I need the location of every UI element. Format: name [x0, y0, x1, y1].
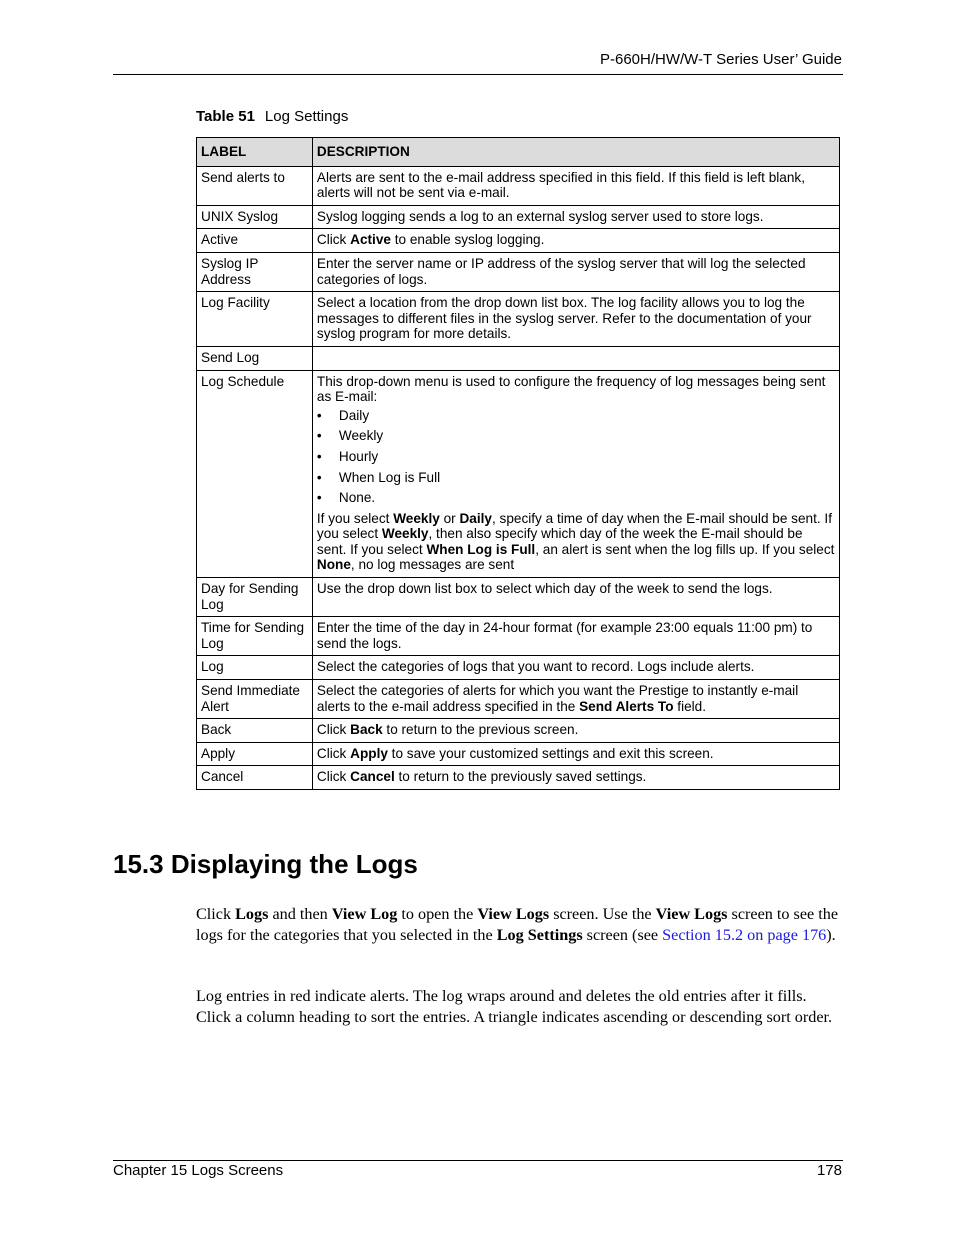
note-text: , no log messages are sent — [350, 557, 515, 573]
description-column-header: DESCRIPTION — [312, 138, 839, 167]
list-item: • None. — [317, 490, 835, 506]
note-bold: Daily — [459, 510, 492, 526]
note-bold: Weekly — [393, 510, 440, 526]
row-label: Syslog IP Address — [197, 252, 313, 291]
note-text: If you select — [316, 510, 394, 526]
table-row — [197, 166, 840, 205]
table-row — [197, 617, 840, 656]
table-row — [197, 346, 840, 370]
note-text: or — [439, 510, 460, 526]
desc-text: to save your customized settings and exit this screen. — [387, 745, 714, 761]
list-item: • Hourly — [317, 449, 835, 465]
row-description: Syslog logging sends a log to an external syslog server used to store logs. — [312, 205, 839, 229]
row-label: Send Log — [197, 346, 313, 370]
note-text: , then also specify which day of the week the E-mail should be sent. If you select — [316, 526, 803, 557]
row-description: Select the categories of logs that you want to record. Logs include alerts. — [312, 656, 839, 680]
footer-rule — [113, 1160, 843, 1161]
list-item: • Weekly — [317, 428, 835, 444]
row-label: Active — [197, 229, 313, 253]
desc-text: Select the categories of alerts for which you want the Prestige to instantly e-mail alerts to the e-mail address specified in the — [316, 683, 799, 714]
desc-text: to return to the previously saved settings. — [394, 769, 647, 785]
para-bold: View Logs — [655, 905, 728, 923]
header-rule — [113, 74, 843, 75]
guide-title: P-660H/HW/W-T Series User’ Guide — [599, 51, 842, 68]
table-row — [197, 252, 840, 291]
desc-bold: Back — [350, 722, 383, 738]
desc-text: to enable syslog logging. — [390, 232, 545, 248]
table-row — [197, 229, 840, 253]
row-description — [312, 719, 839, 743]
table-row — [197, 680, 840, 719]
row-description: Enter the time of the day in 24-hour format (for example 23:00 equals 11:00 pm) to send the logs. — [312, 617, 839, 656]
row-description — [312, 680, 839, 719]
row-description — [312, 346, 839, 370]
desc-text: to return to the previous screen. — [382, 722, 579, 738]
log-settings-table — [196, 137, 840, 790]
table-row — [197, 742, 840, 766]
note-text: , specify a time of day when the E-mail should be sent. If you select — [316, 510, 832, 542]
row-label: Back — [197, 719, 313, 743]
para-bold: Logs — [235, 905, 269, 923]
intro-paragraph — [196, 904, 842, 945]
row-label: Log Facility — [197, 292, 313, 347]
row-description: Alerts are sent to the e-mail address specified in this field. If this field is left blank, alerts will not be sent via e-mail. — [312, 166, 839, 205]
row-label: Day for Sending Log — [197, 578, 313, 617]
desc-bold: Cancel — [350, 769, 395, 785]
log-entries-paragraph: Log entries in red indicate alerts. The log wraps around and deletes the old entries after it fills. Click a column heading to sort the entries. A triangle indicates ascending or descending sort order. — [196, 987, 833, 1026]
section-link[interactable]: Section 15.2 on page 176 — [662, 925, 827, 944]
para-bold: Log Settings — [496, 925, 583, 944]
log-schedule-intro: This drop-down menu is used to configure the frequency of log messages being sent as E-mail: — [316, 373, 826, 405]
note-bold: Weekly — [381, 526, 429, 542]
row-description — [312, 229, 839, 253]
desc-text: Click — [316, 745, 351, 761]
desc-text: Click — [316, 722, 351, 738]
desc-text: field. — [673, 698, 707, 714]
row-description: Use the drop down list box to select which day of the week to send the logs. — [312, 578, 839, 617]
page-number: 178 — [816, 1162, 842, 1179]
desc-text: Click — [316, 232, 351, 248]
row-description: Select a location from the drop down list box. The log facility allows you to log the messages to different files in the syslog server. Refer to the documentation of your syslog program for more details. — [312, 292, 839, 347]
table-caption — [196, 108, 348, 125]
para-text: screen (see — [582, 925, 663, 944]
para-text: Click — [196, 905, 236, 923]
list-item: • When Log is Full — [317, 470, 835, 486]
table-row — [197, 578, 840, 617]
para-text: and then — [268, 905, 332, 923]
table-row — [197, 656, 840, 680]
table-row — [197, 205, 840, 229]
row-label: Cancel — [197, 766, 313, 790]
table-row — [197, 719, 840, 743]
row-description: Enter the server name or IP address of the syslog server that will log the selected categories of logs. — [312, 252, 839, 291]
table-number: Table 51 — [196, 108, 255, 125]
desc-bold: Apply — [350, 745, 388, 761]
row-label: Apply — [197, 742, 313, 766]
table-row — [197, 766, 840, 790]
para-text: to open the — [397, 905, 478, 923]
row-label: Log Schedule — [197, 370, 313, 578]
list-item: • Daily — [317, 408, 835, 424]
row-label: UNIX Syslog — [197, 205, 313, 229]
para-text: ). — [826, 925, 836, 944]
note-text: , an alert is sent when the log fills up. If you select — [535, 541, 835, 557]
desc-bold: Active — [350, 232, 391, 248]
para-text: screen to see the logs for the categories that you selected in the — [196, 905, 839, 944]
footer-chapter: Chapter 15 Logs Screens — [113, 1162, 284, 1179]
para-bold: View Log — [331, 905, 398, 923]
row-label: Log — [197, 656, 313, 680]
row-label: Time for Sending Log — [197, 617, 313, 656]
section-heading: 15.3 Displaying the Logs — [113, 849, 418, 879]
row-label: Send alerts to — [197, 166, 313, 205]
label-column-header: LABEL — [197, 138, 313, 167]
note-bold: None — [316, 557, 351, 573]
row-description — [312, 742, 839, 766]
log-schedule-options — [317, 408, 835, 506]
note-bold: When Log is Full — [426, 541, 536, 557]
row-description — [312, 370, 839, 578]
table-title: Log Settings — [264, 108, 349, 125]
table-row — [197, 292, 840, 347]
row-description — [312, 766, 839, 790]
table-header-row — [197, 138, 840, 167]
table-row — [197, 370, 840, 578]
row-label: Send Immediate Alert — [197, 680, 313, 719]
desc-text: Click — [316, 769, 351, 785]
log-schedule-note — [317, 511, 835, 573]
desc-bold: Send Alerts To — [579, 698, 674, 714]
para-text: screen. Use the — [549, 905, 656, 923]
para-bold: View Logs — [477, 905, 550, 923]
